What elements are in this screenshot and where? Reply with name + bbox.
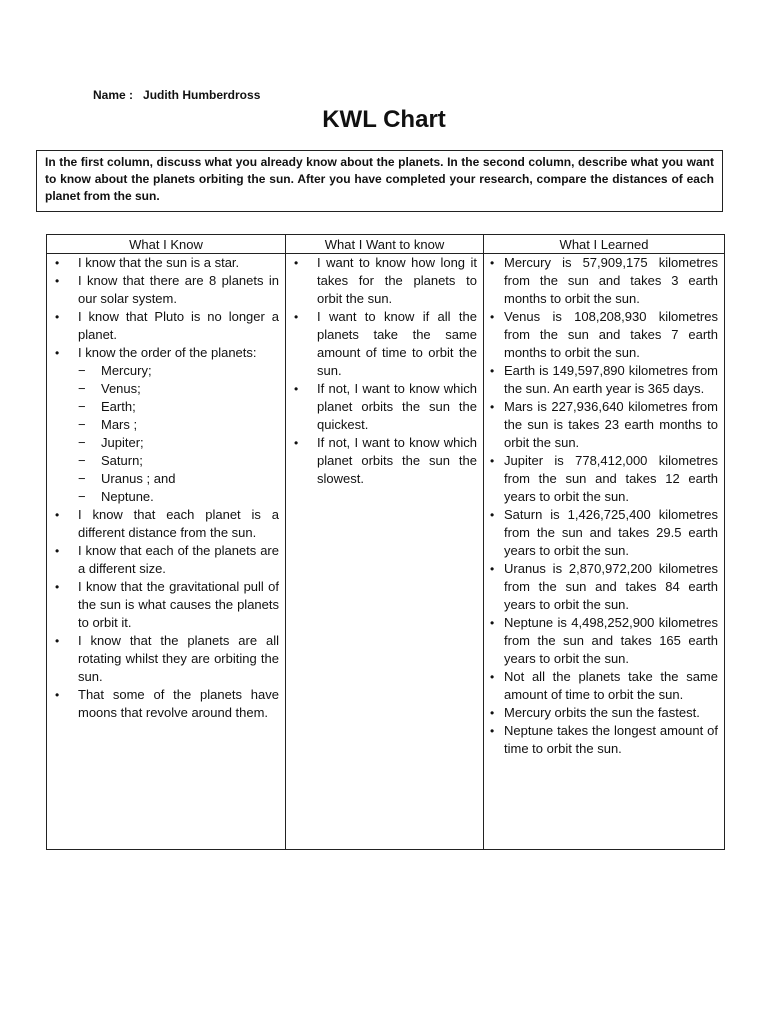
name-label: Name : [93, 88, 134, 102]
planet-item: − Saturn; [78, 452, 279, 470]
want-column [286, 254, 484, 850]
learned-item: • Earth is 149,597,890 kilometres from the sun. An earth year is 365 days. [488, 362, 718, 398]
want-item: • I want to know how long it takes for the planets to orbit the sun. [290, 254, 477, 308]
know-item: • That some of the planets have moons that revolve around them. [51, 686, 279, 722]
learned-item: • Neptune takes the longest amount of time to orbit the sun. [488, 722, 718, 758]
learned-item: • Mars is 227,936,640 kilometres from the sun is takes 23 earth months to orbit the sun. [488, 398, 718, 452]
planet-item: − Neptune. [78, 488, 279, 506]
planet-item: − Venus; [78, 380, 279, 398]
header-want: What I Want to know [286, 235, 484, 254]
planet-item: − Jupiter; [78, 434, 279, 452]
instructions-box: In the first column, discuss what you already know about the planets. In the second column, describe what you want to know about the planets orbiting the sun. After you have completed your research, compare the distances of each planet from the sun. [36, 150, 723, 212]
know-item-planet-order [51, 344, 279, 506]
learned-item: • Not all the planets take the same amount of time to orbit the sun. [488, 668, 718, 704]
learned-item: • Uranus is 2,870,972,200 kilometres from the sun and takes 84 earth years to orbit the sun. [488, 560, 718, 614]
know-item: • I know that each of the planets are a different size. [51, 542, 279, 578]
want-item: • If not, I want to know which planet orbits the sun the slowest. [290, 434, 477, 488]
name-value: Judith Humberdross [143, 88, 261, 102]
planet-order-list [78, 362, 279, 506]
learned-item: • Venus is 108,208,930 kilometres from the sun and takes 7 earth months to orbit the sun. [488, 308, 718, 362]
kwl-table [46, 234, 725, 850]
learned-item: • Mercury is 57,909,175 kilometres from the sun and takes 3 earth months to orbit the sun. [488, 254, 718, 308]
planet-item: − Uranus ; and [78, 470, 279, 488]
want-item: • I want to know if all the planets take the same amount of time to orbit the sun. [290, 308, 477, 380]
know-item: • I know that there are 8 planets in our solar system. [51, 272, 279, 308]
planet-item: − Earth; [78, 398, 279, 416]
know-item-text: I know the order of the planets: [78, 345, 257, 360]
learned-item: • Mercury orbits the sun the fastest. [488, 704, 718, 722]
learned-item: • Jupiter is 778,412,000 kilometres from the sun and takes 12 earth years to orbit the sun. [488, 452, 718, 506]
student-name-line [93, 88, 260, 102]
know-item: • I know that each planet is a different distance from the sun. [51, 506, 279, 542]
header-know: What I Know [47, 235, 286, 254]
header-learned: What I Learned [484, 235, 725, 254]
kwl-header-row [47, 235, 725, 254]
kwl-body-row [47, 254, 725, 850]
learned-item: • Neptune is 4,498,252,900 kilometres from the sun and takes 165 earth years to orbit the sun. [488, 614, 718, 668]
planet-item: − Mars ; [78, 416, 279, 434]
want-item: • If not, I want to know which planet orbits the sun the quickest. [290, 380, 477, 434]
know-item: • I know that Pluto is no longer a planet. [51, 308, 279, 344]
know-item: • I know that the sun is a star. [51, 254, 279, 272]
know-item: • I know that the planets are all rotating whilst they are orbiting the sun. [51, 632, 279, 686]
page-title: KWL Chart [322, 106, 446, 133]
learned-item: • Saturn is 1,426,725,400 kilometres from the sun and takes 29.5 earth years to orbit the sun. [488, 506, 718, 560]
planet-item: − Mercury; [78, 362, 279, 380]
know-item: • I know that the gravitational pull of the sun is what causes the planets to orbit it. [51, 578, 279, 632]
know-column [47, 254, 286, 850]
learned-column [484, 254, 725, 850]
